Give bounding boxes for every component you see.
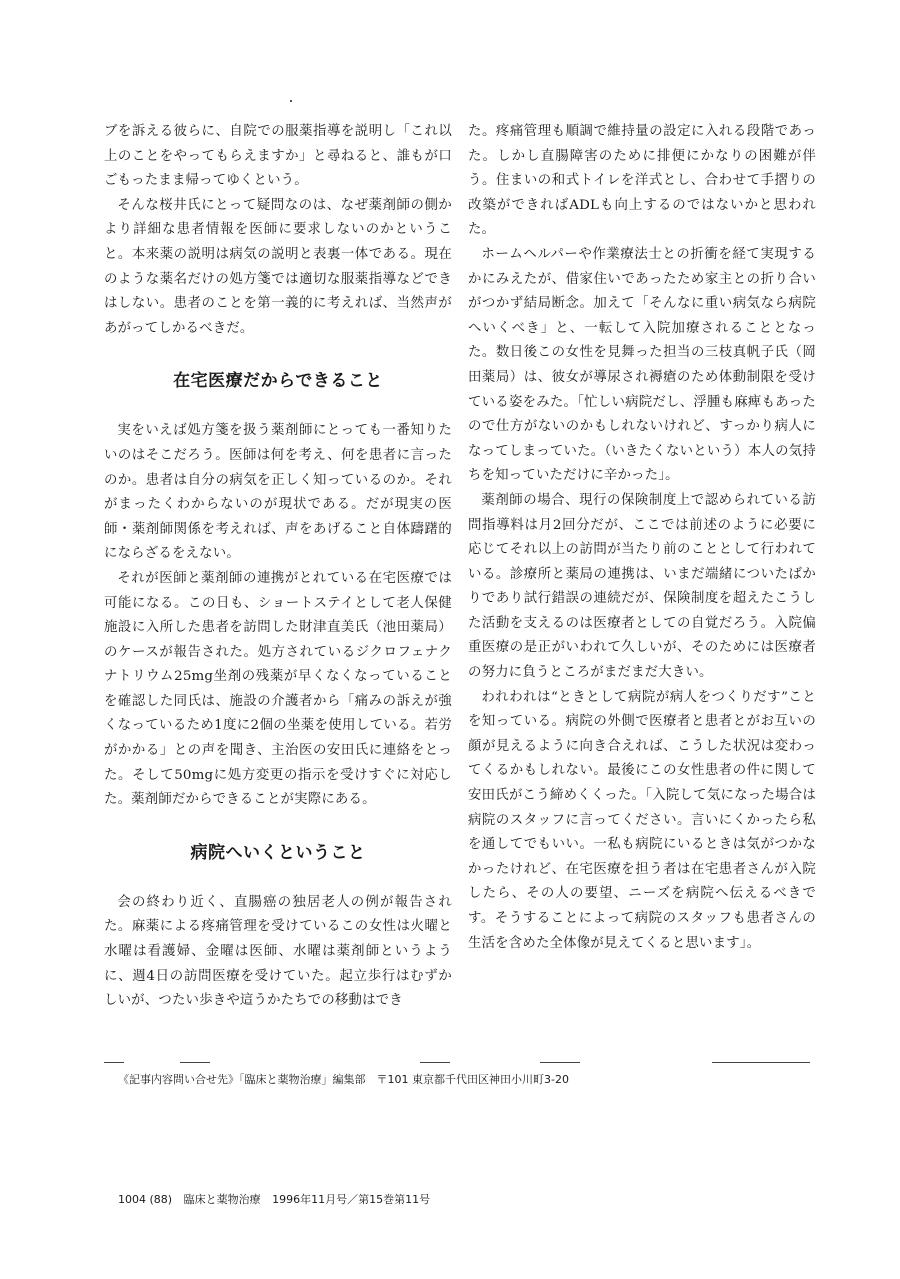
section-heading: 在宅医療だからできること [173,371,383,392]
paragraph: それが医師と薬剤師の連携がとれている在宅医療では可能になる。この日も、ショートステイとして老人保健施設に入所した患者を訪問した財津直美氏（池田薬局）のケースが報告された。処方されているジクロフェナクナトリウム25mg坐剤の残薬が早くなくなっていることを確認した同氏は、施設の介護者から「痛みの訴えが強くなっているため1度に2個の坐薬を使用している。若労がかかる」との声を聞き、主治医の安田氏に連絡をとった。そして50mgに処方変更の指示を受けすぐに対応した。薬剤師だからできることが実際にある。 [104,570,452,808]
paragraph: 薬剤師の場合、現行の保険制度上で認められている訪問指導料は月2回分だが、ここでは前述のように必要に応じてそれ以上の訪問が当たり前のこととして行われている。診療所と薬局の連携は、いまだ端緒についたばかりであり試行錯誤の連続だが、保険制度を超えたこうした活動を支えるのは医療者としての自覚だろう。入院偏重医療の是正がいわれて久しいが、そのためには医療者の努力に負うところがまだまだ大きい。 [468,492,816,681]
paragraph: ブを訴える彼らに、自院での服薬指導を説明し「これ以上のことをやってもらえますか」と尋ねると、誰もが口ごもったまま帰ってゆくという。 [104,124,452,189]
divider [420,1062,450,1063]
contact-line: 《記事内容問い合せ先》「臨床と薬物治療」編集部 〒101 東京都千代田区神田小川町3-20 [118,1073,569,1086]
page-footer [118,1191,438,1207]
right-column [468,120,816,956]
page-number: 1004 (88) [118,1193,173,1206]
divider [104,1062,124,1063]
stray-mark [290,100,292,102]
issue-info: 1996年11月号／第15巻第11号 [272,1193,431,1206]
divider [540,1062,580,1063]
paragraph: ホームヘルパーや作業療法士との折衝を経て実現するかにみえたが、借家住いであったため家主との折り合いがつかず結局断念。加えて「そんなに重い病気なら病院へいくべき」と、一転して入院加療されることとなった。数日後この女性を見舞った担当の三枝真帆子氏（岡田薬局）は、彼女が導尿され褥瘡のため体動制限を受けている姿をみた。「忙しい病院だし、浮腫も麻痺もあったので仕方がないのかもしれないけれど、すっかり病人になってしまっていた。（いきたくないという）本人の気持ちを知っていただけに辛かった」。 [468,246,816,484]
paragraph: 実をいえば処方箋を扱う薬剤師にとっても一番知りたいのはそこだろう。医師は何を考え、何を患者に言ったのか。患者は自分の病気を正しく知っているのか。それがまったくわからないのが現状である。だが現実の医師・薬剤師関係を考えれば、声をあげること自体躊躇的にならざるをえない。 [104,423,452,562]
paragraph: た。疼痛管理も順調で維持量の設定に入れる段階であった。しかし直腸障害のために排便にかなりの困難が伴う。住まいの和式トイレを洋式とし、合わせて手摺りの改築ができればADLも向上するのではないかと思われた。 [468,124,816,238]
divider [712,1062,810,1063]
journal-title: 臨床と薬物治療 [183,1193,261,1206]
section-heading: 病院へいくということ [190,842,366,863]
paragraph: 会の終わり近く、直腸癌の独居老人の例が報告された。麻薬による疼痛管理を受けているこの女性は火曜と水曜は看護婦、金曜は医師、水曜は薬剤師というように、週4日の訪問医療を受けていた。起立歩行はむずかしいが、つたい歩きや這うかたちでの移動はでき [104,894,452,1009]
divider [180,1062,210,1063]
left-column [104,120,452,1014]
paragraph: そんな桜井氏にとって疑問なのは、なぜ薬剤師の側かより詳細な患者情報を医師に要求しないのかということ。本来薬の説明は病気の説明と表裏一体である。現在のような薬名だけの処方箋では適切な服薬指導などできはしない。患者のことを第一義的に考えれば、当然声があがってしかるべきだ。 [104,197,452,336]
paragraph: われわれは“ときとして病院が病人をつくりだす”ことを知っている。病院の外側で医療者と患者とがお互いの顔が見えるように向き合えれば、こうした状況は変わってくるかもしれない。最後にこの女性患者の件に関して安田氏がこう締めくくった。「入院して気になった場合は病院のスタッフに言ってください。言いにくかったら私を通してでもいい。一私も病院にいるときは気がつかなかったけれど、在宅医療を担う者は在宅患者さんが入院したら、その人の要望、ニーズを病院へ伝えるべきです。そうすることによって病院のスタッフも患者さんの生活を含めた全体像が見えてくると思います」。 [468,689,816,951]
